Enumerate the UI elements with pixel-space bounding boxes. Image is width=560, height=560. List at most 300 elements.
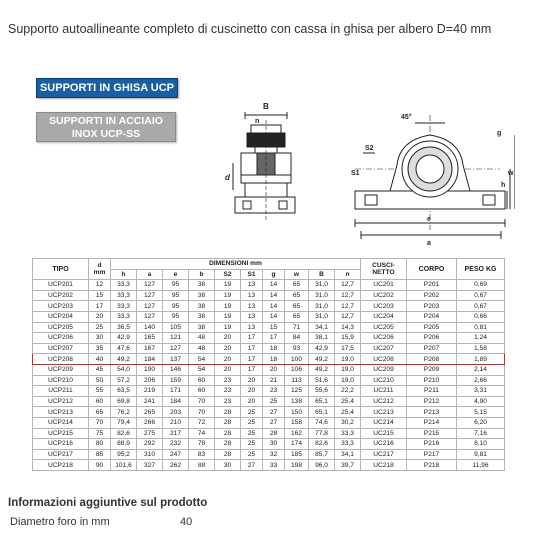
table-cell: UCP217 (33, 449, 89, 460)
table-cell: 17 (241, 354, 263, 365)
table-cell: 190 (137, 364, 163, 375)
table-cell: 0,67 (457, 301, 505, 312)
table-cell: 33,3 (335, 439, 361, 450)
table-row (33, 322, 505, 333)
table-cell: 19 (215, 301, 241, 312)
table-cell: UC206 (361, 333, 407, 344)
table-cell: 28 (215, 439, 241, 450)
header-dim-col: g (263, 269, 285, 280)
table-cell: 20 (215, 354, 241, 365)
table-cell: 15 (263, 322, 285, 333)
table-cell: 11,96 (457, 460, 505, 471)
table-cell: P211 (407, 386, 457, 397)
table-cell: 327 (137, 460, 163, 471)
table-cell: 266 (137, 417, 163, 428)
table-cell: 292 (137, 439, 163, 450)
table-cell: 38 (189, 311, 215, 322)
table-cell: 60 (189, 375, 215, 386)
table-cell: 70 (89, 417, 111, 428)
table-cell: 25 (241, 449, 263, 460)
table-row (33, 364, 505, 375)
table-cell: 28 (215, 417, 241, 428)
table-cell: 28 (215, 449, 241, 460)
table-cell: 19 (215, 290, 241, 301)
table-cell: 5,15 (457, 407, 505, 418)
table-cell: P214 (407, 417, 457, 428)
table-cell: 18 (263, 354, 285, 365)
header-corpo: CORPO (407, 259, 457, 280)
table-cell: 51,6 (309, 375, 335, 386)
table-cell: 25 (241, 417, 263, 428)
table-cell: 27 (263, 407, 285, 418)
table-cell: 14,3 (335, 322, 361, 333)
table-cell: UC204 (361, 311, 407, 322)
label-e: e (427, 216, 431, 223)
table-cell: UCP213 (33, 407, 89, 418)
inox-button-line2: INOX UCP-SS (71, 128, 141, 140)
header-dim-col: a (137, 269, 163, 280)
table-cell: 127 (137, 311, 163, 322)
header-cuscinetto (361, 259, 407, 280)
inox-button-line1: SUPPORTI IN ACCIAIO (49, 115, 163, 127)
table-cell: 127 (137, 301, 163, 312)
table-cell: 158 (285, 417, 309, 428)
table-cell: 17 (263, 333, 285, 344)
table-cell: P210 (407, 375, 457, 386)
table-cell: 19,0 (335, 364, 361, 375)
table-cell: 28 (215, 407, 241, 418)
table-cell: 17 (241, 364, 263, 375)
table-cell: 265 (137, 407, 163, 418)
ucp-cast-iron-button[interactable]: SUPPORTI IN GHISA UCP (36, 78, 178, 98)
ucp-stainless-button[interactable] (36, 112, 176, 142)
table-cell: 140 (137, 322, 163, 333)
table-cell: 1,89 (457, 354, 505, 365)
table-cell: 105 (163, 322, 189, 333)
header-dim-col: B (309, 269, 335, 280)
table-cell: 54 (189, 354, 215, 365)
table-cell: 25 (89, 322, 111, 333)
table-cell: P204 (407, 311, 457, 322)
table-cell: UC216 (361, 439, 407, 450)
table-cell: 20 (215, 364, 241, 375)
table-cell: 45 (89, 364, 111, 375)
table-cell: 20 (263, 364, 285, 375)
table-cell: 39,7 (335, 460, 361, 471)
table-cell: 15 (89, 290, 111, 301)
table-cell: 146 (163, 364, 189, 375)
product-title: Supporto autoallineante completo di cuscinetto con cassa in ghisa per albero D=40 mm (8, 22, 492, 36)
table-cell: 38 (189, 280, 215, 291)
table-cell: 8,10 (457, 439, 505, 450)
table-cell: UC207 (361, 343, 407, 354)
table-cell: 65 (285, 280, 309, 291)
table-cell: 17 (241, 343, 263, 354)
table-cell: 217 (163, 428, 189, 439)
table-cell: 30 (215, 460, 241, 471)
table-cell: 30 (89, 333, 111, 344)
table-cell: 162 (285, 428, 309, 439)
table-row (33, 354, 505, 365)
header-cuscinetto-line2: NETTO (372, 269, 395, 277)
table-cell: 27 (241, 460, 263, 471)
table-cell: 23 (215, 396, 241, 407)
table-cell: 25 (263, 396, 285, 407)
table-cell: UCP216 (33, 439, 89, 450)
table-cell: 127 (137, 280, 163, 291)
table-cell: UC209 (361, 364, 407, 375)
table-cell: 19 (215, 280, 241, 291)
table-cell: UCP218 (33, 460, 89, 471)
header-d-label: d (97, 262, 102, 270)
table-cell: 31,0 (309, 301, 335, 312)
table-cell: 33,3 (335, 428, 361, 439)
table-cell: 0,81 (457, 322, 505, 333)
table-cell: 78 (189, 439, 215, 450)
table-row (33, 280, 505, 291)
table-cell: 85 (89, 449, 111, 460)
table-cell: 23 (263, 386, 285, 397)
table-cell: 33,3 (111, 280, 137, 291)
table-row (33, 428, 505, 439)
header-peso: PESO KG (457, 259, 505, 280)
table-cell: 42,9 (111, 333, 137, 344)
table-cell: 12,7 (335, 280, 361, 291)
table-cell: 33,3 (111, 290, 137, 301)
table-row (33, 407, 505, 418)
table-cell: 1,24 (457, 333, 505, 344)
table-cell: 25,4 (335, 407, 361, 418)
table-cell: 85,7 (309, 449, 335, 460)
table-cell: 65 (285, 311, 309, 322)
table-cell: 198 (285, 460, 309, 471)
table-cell: 60 (89, 396, 111, 407)
table-cell: 1,58 (457, 343, 505, 354)
table-row (33, 386, 505, 397)
table-cell: 3,31 (457, 386, 505, 397)
table-cell: 137 (163, 354, 189, 365)
table-cell: 88 (189, 460, 215, 471)
table-cell: 20 (215, 343, 241, 354)
header-dim-col: S2 (215, 269, 241, 280)
table-cell: 82,6 (111, 428, 137, 439)
table-cell: 49,2 (309, 364, 335, 375)
label-g: g (497, 130, 502, 137)
table-cell: 275 (137, 428, 163, 439)
table-cell: UCP207 (33, 343, 89, 354)
table-cell: 6,20 (457, 417, 505, 428)
table-cell: UCP205 (33, 322, 89, 333)
table-cell: 49,2 (111, 354, 137, 365)
table-cell: 20 (241, 375, 263, 386)
table-cell: 0,69 (457, 280, 505, 291)
table-cell: 30 (263, 439, 285, 450)
table-cell: 106 (285, 364, 309, 375)
table-cell: P213 (407, 407, 457, 418)
table-cell: P215 (407, 428, 457, 439)
table-cell: 241 (137, 396, 163, 407)
table-cell: 38,1 (309, 333, 335, 344)
table-cell: 17 (89, 301, 111, 312)
table-cell: 34,1 (309, 322, 335, 333)
table-cell: UCP203 (33, 301, 89, 312)
table-cell: UCP215 (33, 428, 89, 439)
table-cell: 13 (241, 290, 263, 301)
table-cell: 101,6 (111, 460, 137, 471)
table-cell: 17 (241, 333, 263, 344)
table-cell: UC217 (361, 449, 407, 460)
table-cell: 14 (263, 290, 285, 301)
table-cell: 47,6 (111, 343, 137, 354)
label-S2: S2 (365, 145, 374, 152)
table-cell: UCP204 (33, 311, 89, 322)
table-cell: P205 (407, 322, 457, 333)
table-cell: 28 (263, 428, 285, 439)
table-cell: 13 (241, 280, 263, 291)
info-value-bore-diameter: 40 (180, 516, 193, 528)
table-cell: 14 (263, 311, 285, 322)
table-cell: P218 (407, 460, 457, 471)
table-cell: 31,0 (309, 290, 335, 301)
table-cell: 71 (285, 322, 309, 333)
table-cell: 83 (189, 449, 215, 460)
table-cell: 38 (189, 301, 215, 312)
table-cell: 13 (241, 301, 263, 312)
table-cell: 13 (241, 311, 263, 322)
table-cell: P212 (407, 396, 457, 407)
table-cell: 49,2 (309, 354, 335, 365)
table-cell: 150 (285, 407, 309, 418)
table-cell: 17,5 (335, 343, 361, 354)
header-dim-col: n (335, 269, 361, 280)
table-cell: 185 (285, 449, 309, 460)
table-cell: 174 (285, 439, 309, 450)
table-cell: 9,81 (457, 449, 505, 460)
table-cell: 25 (241, 407, 263, 418)
table-cell: P209 (407, 364, 457, 375)
table-header-row (33, 259, 505, 270)
table-cell: UC201 (361, 280, 407, 291)
table-row (33, 460, 505, 471)
table-cell: 121 (163, 333, 189, 344)
table-cell: 232 (163, 439, 189, 450)
table-cell: UCP208 (33, 354, 89, 365)
table-row (33, 396, 505, 407)
table-row (33, 290, 505, 301)
table-cell: UC205 (361, 322, 407, 333)
table-cell: 127 (137, 290, 163, 301)
table-cell: 12 (89, 280, 111, 291)
table-cell: 184 (163, 396, 189, 407)
table-cell: 167 (137, 343, 163, 354)
table-cell: UCP214 (33, 417, 89, 428)
table-cell: 80 (89, 439, 111, 450)
info-section-title: Informazioni aggiuntive sul prodotto (8, 497, 208, 509)
table-cell: 30,2 (335, 417, 361, 428)
header-cuscinetto-line1: CUSCI- (372, 262, 395, 270)
table-cell: 127 (163, 343, 189, 354)
table-cell: UC208 (361, 354, 407, 365)
table-cell: 171 (163, 386, 189, 397)
header-dim-col: w (285, 269, 309, 280)
header-d (89, 259, 111, 280)
label-S1: S1 (351, 170, 360, 177)
table-row (33, 375, 505, 386)
table-cell: 25 (241, 428, 263, 439)
label-d: d (225, 173, 230, 182)
table-cell: 262 (163, 460, 189, 471)
table-cell: 33 (263, 460, 285, 471)
table-cell: 12,7 (335, 301, 361, 312)
header-dim-col: e (163, 269, 189, 280)
table-cell: UC213 (361, 407, 407, 418)
table-cell: 23 (215, 375, 241, 386)
table-cell: 20 (215, 333, 241, 344)
table-cell: 54,0 (111, 364, 137, 375)
table-cell: 36,5 (111, 322, 137, 333)
label-n: n (255, 118, 260, 125)
front-view (355, 115, 515, 239)
table-cell: 54 (189, 364, 215, 375)
table-cell: UC218 (361, 460, 407, 471)
header-dim-col: b (189, 269, 215, 280)
table-cell: 4,90 (457, 396, 505, 407)
table-cell: 184 (137, 354, 163, 365)
table-cell: 19 (215, 311, 241, 322)
table-cell: 2,66 (457, 375, 505, 386)
table-cell: 74 (189, 428, 215, 439)
table-cell: 63,5 (111, 386, 137, 397)
table-cell: 14 (263, 301, 285, 312)
table-cell: 18 (263, 343, 285, 354)
table-cell: 95 (163, 311, 189, 322)
table-cell: 35 (89, 343, 111, 354)
table-cell: 113 (285, 375, 309, 386)
table-cell: UCP211 (33, 386, 89, 397)
table-cell: 74,6 (309, 417, 335, 428)
table-cell: 219 (137, 386, 163, 397)
table-cell: UCP202 (33, 290, 89, 301)
table-cell: 0,67 (457, 290, 505, 301)
table-cell: 310 (137, 449, 163, 460)
table-cell: 93 (285, 343, 309, 354)
info-label-bore-diameter: Diametro foro in mm (10, 516, 110, 528)
table-cell: P201 (407, 280, 457, 291)
table-cell: 69,8 (111, 396, 137, 407)
table-cell: 90 (89, 460, 111, 471)
table-cell: 31,0 (309, 311, 335, 322)
label-a: a (427, 240, 431, 247)
table-cell: 159 (163, 375, 189, 386)
technical-drawing (215, 95, 515, 250)
table-cell: UCP206 (33, 333, 89, 344)
label-h: h (501, 182, 506, 189)
table-cell: P202 (407, 290, 457, 301)
table-cell: 55 (89, 386, 111, 397)
table-cell: 14 (263, 280, 285, 291)
table-cell: 13 (241, 322, 263, 333)
table-cell: 15,9 (335, 333, 361, 344)
table-cell: 206 (137, 375, 163, 386)
table-cell: 84 (285, 333, 309, 344)
table-row (33, 439, 505, 450)
table-cell: 50 (89, 375, 111, 386)
table-cell: UCP209 (33, 364, 89, 375)
table-cell: 20 (89, 311, 111, 322)
header-dimensioni: DIMENSIONI mm (111, 259, 361, 270)
table-cell: UC211 (361, 386, 407, 397)
table-cell: 95 (163, 301, 189, 312)
table-cell: P216 (407, 439, 457, 450)
table-cell: 12,7 (335, 290, 361, 301)
table-cell: 20 (241, 396, 263, 407)
table-cell: 38 (189, 322, 215, 333)
table-cell: 33,3 (111, 301, 137, 312)
table-cell: P217 (407, 449, 457, 460)
table-cell: 57,2 (111, 375, 137, 386)
table-cell: 77,8 (309, 428, 335, 439)
table-cell: 165 (137, 333, 163, 344)
table-cell: 65,1 (309, 407, 335, 418)
label-w: w (508, 170, 514, 177)
table-row (33, 343, 505, 354)
header-tipo: TIPO (33, 259, 89, 280)
table-cell: 82,6 (309, 439, 335, 450)
table-cell: 33,3 (111, 311, 137, 322)
table-cell: 70 (189, 407, 215, 418)
table-cell: 12,7 (335, 311, 361, 322)
table-cell: 42,9 (309, 343, 335, 354)
table-cell: UC212 (361, 396, 407, 407)
table-cell: 79,4 (111, 417, 137, 428)
table-row (33, 311, 505, 322)
table-cell: 38 (189, 290, 215, 301)
table-cell: 65,1 (309, 396, 335, 407)
side-view (233, 112, 295, 220)
table-cell: 21 (263, 375, 285, 386)
table-cell: 40 (89, 354, 111, 365)
table-cell: 65 (285, 290, 309, 301)
table-cell: 76,2 (111, 407, 137, 418)
table-cell: 100 (285, 354, 309, 365)
table-cell: 19,0 (335, 375, 361, 386)
label-angle: 45° (401, 114, 412, 121)
table-cell: 23 (215, 386, 241, 397)
header-d-unit: mm (93, 269, 106, 277)
table-cell: 125 (285, 386, 309, 397)
table-cell: 25 (241, 439, 263, 450)
table-cell: 65 (285, 301, 309, 312)
table-cell: 32 (263, 449, 285, 460)
table-cell: 34,1 (335, 449, 361, 460)
table-cell: P203 (407, 301, 457, 312)
table-cell: 75 (89, 428, 111, 439)
header-dim-col: h (111, 269, 137, 280)
table-cell: 0,66 (457, 311, 505, 322)
table-cell: UCP201 (33, 280, 89, 291)
table-cell: 138 (285, 396, 309, 407)
table-cell: 70 (189, 396, 215, 407)
table-cell: 19 (215, 322, 241, 333)
table-cell: 95 (163, 280, 189, 291)
table-cell: 22,2 (335, 386, 361, 397)
table-cell: 210 (163, 417, 189, 428)
table-cell: 25,4 (335, 396, 361, 407)
table-cell: 48 (189, 343, 215, 354)
table-cell: 2,14 (457, 364, 505, 375)
table-cell: 95 (163, 290, 189, 301)
table-cell: UC215 (361, 428, 407, 439)
